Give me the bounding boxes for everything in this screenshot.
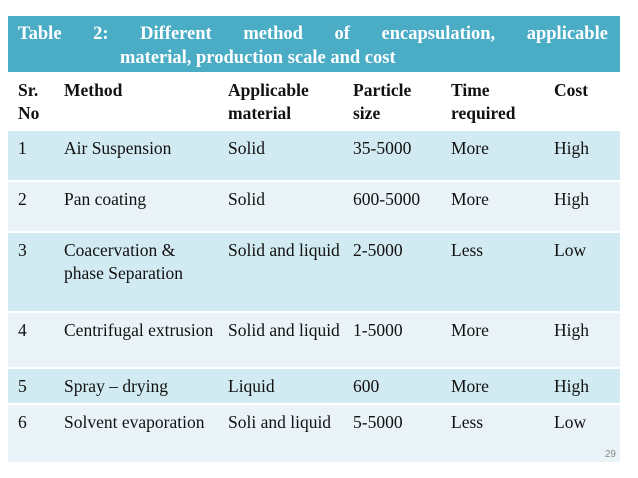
table-row: [8, 232, 620, 312]
cell-material: Soli and liquid: [228, 412, 332, 432]
table-row: [8, 181, 620, 232]
cell-time: Less: [451, 412, 484, 432]
cell-method: Solvent evaporation: [64, 412, 205, 432]
cell-sr: 4: [18, 320, 27, 340]
cell-time: More: [451, 137, 489, 158]
cell-sr: 3: [18, 240, 27, 260]
header-cost: Cost: [544, 73, 620, 129]
title-word: applicable: [526, 24, 608, 44]
title-word: of: [334, 24, 350, 44]
cell-material: Solid: [228, 137, 265, 158]
cell-material: Solid and liquid: [228, 320, 340, 340]
cell-time: More: [451, 320, 489, 340]
table-row: [8, 129, 620, 181]
cell-cost: High: [554, 189, 589, 209]
cell-cost: High: [554, 320, 589, 340]
cell-cost: Low: [554, 412, 587, 432]
header-applicable-material: Applicable material: [218, 73, 343, 129]
cell-sr: 1: [18, 137, 27, 158]
cell-size: 1-5000: [353, 320, 403, 340]
cell-size: 600-5000: [353, 189, 421, 209]
table-title-line-2: material, production scale and cost: [120, 48, 396, 68]
table-row: [8, 312, 620, 368]
cell-method: Centrifugal extrusion: [64, 320, 214, 340]
cell-material: Solid and liquid: [228, 240, 340, 260]
table-title-line-1: [18, 23, 608, 46]
cell-size: 2-5000: [353, 240, 403, 260]
cell-cost: High: [554, 376, 589, 396]
cell-material: Liquid: [228, 376, 275, 396]
cell-sr: 2: [18, 189, 27, 209]
cell-size: 35-5000: [353, 137, 412, 158]
table-row: [8, 368, 620, 404]
title-word: Table: [18, 24, 62, 44]
cell-sr: 6: [18, 412, 27, 432]
cell-method: Coacervation & phase Separation: [64, 240, 184, 283]
title-word: encapsulation,: [381, 24, 496, 44]
cell-method: Pan coating: [64, 189, 147, 209]
header-sr-no: Sr. No: [8, 73, 54, 129]
cell-time: Less: [451, 240, 484, 260]
cell-method: Spray – drying: [64, 376, 169, 396]
table-header-row: [8, 73, 620, 129]
page-number: 29: [604, 449, 616, 460]
header-particle-size: Particle size: [343, 73, 441, 129]
cell-size: 600: [353, 376, 380, 396]
header-method: Method: [54, 73, 218, 129]
title-word: method: [243, 24, 303, 44]
cell-cost: Low: [554, 240, 587, 260]
cell-material: Solid: [228, 189, 265, 209]
table-title: [8, 16, 620, 72]
header-time-required: Time required: [441, 73, 544, 129]
table-row: [8, 404, 620, 462]
cell-size: 5-5000: [353, 412, 403, 432]
cell-sr: 5: [18, 376, 27, 396]
title-word: Different: [140, 24, 212, 44]
cell-method: Air Suspension: [64, 137, 172, 158]
title-word: 2:: [93, 24, 109, 44]
cell-time: More: [451, 189, 489, 209]
cell-time: More: [451, 376, 489, 396]
cell-cost: High: [554, 137, 589, 158]
encapsulation-table: [8, 73, 620, 462]
